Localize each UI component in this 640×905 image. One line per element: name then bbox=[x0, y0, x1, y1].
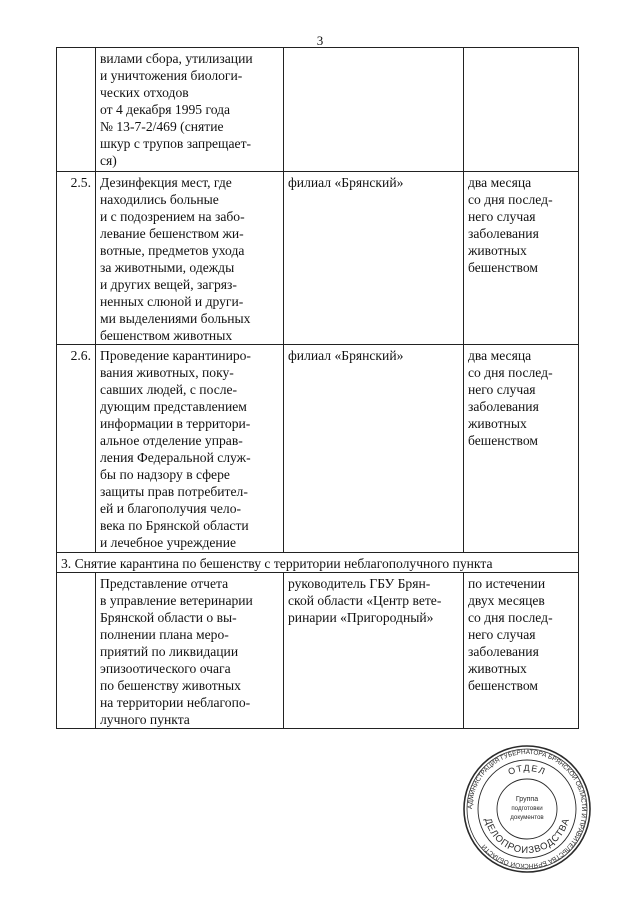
item-number bbox=[57, 573, 96, 729]
deadline-cell bbox=[464, 48, 579, 172]
text-line: филиал «Брянский» bbox=[288, 175, 404, 190]
text-line: лучного пункта bbox=[100, 712, 190, 727]
measure-cell bbox=[96, 573, 284, 729]
responsible-cell bbox=[284, 48, 464, 172]
text-line: Представление отчета bbox=[100, 576, 229, 591]
table-row bbox=[57, 48, 579, 172]
text-line: левание бешенством жи- bbox=[100, 226, 244, 241]
text-line: защиты прав потребител- bbox=[100, 484, 248, 499]
text-line: эпизоотического очага bbox=[100, 661, 231, 676]
stamp-ring-text: АДМИНИСТРАЦИЯ ГУБЕРНАТОРА БРЯНСКОЙ ОБЛАСТИ И ПРАВИТЕЛЬСТВА БРЯНСКОЙ ОБЛАСТИ bbox=[466, 748, 588, 870]
item-number bbox=[57, 48, 96, 172]
stamp-center-line: подготовки bbox=[511, 805, 543, 812]
text-line: заболевания bbox=[468, 399, 539, 414]
text-line: ненных слюной и други- bbox=[100, 294, 244, 309]
text-line: него случая bbox=[468, 209, 536, 224]
measure-cell bbox=[96, 48, 284, 172]
table-row bbox=[57, 345, 579, 553]
stamp-center-line: Группа bbox=[515, 796, 539, 803]
text-line: от 4 декабря 1995 года bbox=[100, 102, 231, 117]
text-line: вания животных, поку- bbox=[100, 365, 234, 380]
text-line: и лечебное учреждение bbox=[100, 535, 236, 550]
text-line: и других вещей, загряз- bbox=[100, 277, 237, 292]
text-line: два месяца bbox=[468, 348, 532, 363]
text-line: вотные, предметов ухода bbox=[100, 243, 245, 258]
text-line: ской области «Центр вете- bbox=[288, 593, 442, 608]
text-line: бешенством bbox=[468, 433, 538, 448]
text-line: приятий по ликвидации bbox=[100, 644, 239, 659]
text-line: шкур с трупов запрещает- bbox=[100, 136, 252, 151]
text-line: со дня послед- bbox=[468, 192, 553, 207]
text-line: заболевания bbox=[468, 226, 539, 241]
table-row bbox=[57, 573, 579, 729]
stamp-dept-top: ОТДЕЛ bbox=[506, 762, 548, 777]
responsible-cell bbox=[284, 573, 464, 729]
text-line: вилами сбора, утилизации bbox=[100, 51, 253, 66]
text-line: века по Брянской области bbox=[100, 518, 249, 533]
text-line: заболевания bbox=[468, 644, 539, 659]
text-line: дующим представлением bbox=[100, 399, 247, 414]
text-line: животных bbox=[468, 243, 527, 258]
section-heading: 3. Снятие карантина по бешенству с территории неблагополучного пункта bbox=[57, 553, 579, 573]
plan-table bbox=[56, 47, 579, 729]
responsible-cell bbox=[284, 172, 464, 345]
text-line: ей и благополучия чело- bbox=[100, 501, 242, 516]
responsible-cell bbox=[284, 345, 464, 553]
text-line: бешенством bbox=[468, 260, 538, 275]
text-line: савших людей, с после- bbox=[100, 382, 238, 397]
text-line: него случая bbox=[468, 382, 536, 397]
text-line: № 13-7-2/469 (снятие bbox=[100, 119, 224, 134]
text-line: Брянской области о вы- bbox=[100, 610, 237, 625]
text-line: Проведение карантиниро- bbox=[100, 348, 251, 363]
text-line: бешенством животных bbox=[100, 328, 233, 343]
text-line: альное отделение управ- bbox=[100, 433, 243, 448]
text-line: бы по надзору в сфере bbox=[100, 467, 230, 482]
official-stamp bbox=[462, 744, 592, 874]
stamp-center-line: документов bbox=[510, 814, 544, 821]
text-line: по бешенству животных bbox=[100, 678, 241, 693]
item-number: 2.5. bbox=[57, 172, 96, 345]
text-line: со дня послед- bbox=[468, 365, 553, 380]
item-number: 2.6. bbox=[57, 345, 96, 553]
text-line: бешенством bbox=[468, 678, 538, 693]
page-number: 3 bbox=[316, 33, 324, 48]
text-line: ми выделениями больных bbox=[100, 311, 251, 326]
text-line: и с подозрением на забо- bbox=[100, 209, 245, 224]
deadline-cell bbox=[464, 573, 579, 729]
text-line: и уничтожения биологи- bbox=[100, 68, 243, 83]
deadline-cell bbox=[464, 172, 579, 345]
text-line: в управление ветеринарии bbox=[100, 593, 253, 608]
text-line: за животными, одежды bbox=[100, 260, 235, 275]
text-line: ления Федеральной служ- bbox=[100, 450, 251, 465]
section-row bbox=[57, 553, 579, 573]
deadline-cell bbox=[464, 345, 579, 553]
text-line: на территории неблагопо- bbox=[100, 695, 251, 710]
text-line: два месяца bbox=[468, 175, 532, 190]
text-line: ся) bbox=[100, 153, 117, 168]
text-line: руководитель ГБУ Брян- bbox=[288, 576, 431, 591]
stamp-dept-bottom: ДЕЛОПРОИЗВОДСТВА bbox=[481, 816, 573, 857]
text-line: него случая bbox=[468, 627, 536, 642]
table-row bbox=[57, 172, 579, 345]
text-line: полнении плана меро- bbox=[100, 627, 229, 642]
text-line: ческих отходов bbox=[100, 85, 189, 100]
text-line: ринарии «Пригородный» bbox=[288, 610, 434, 625]
text-line: со дня послед- bbox=[468, 610, 553, 625]
measure-cell bbox=[96, 172, 284, 345]
text-line: филиал «Брянский» bbox=[288, 348, 404, 363]
text-line: животных bbox=[468, 661, 527, 676]
measure-cell bbox=[96, 345, 284, 553]
text-line: двух месяцев bbox=[468, 593, 545, 608]
text-line: животных bbox=[468, 416, 527, 431]
text-line: информации в территори- bbox=[100, 416, 251, 431]
text-line: Дезинфекция мест, где bbox=[100, 175, 232, 190]
text-line: по истечении bbox=[468, 576, 546, 591]
text-line: находились больные bbox=[100, 192, 219, 207]
